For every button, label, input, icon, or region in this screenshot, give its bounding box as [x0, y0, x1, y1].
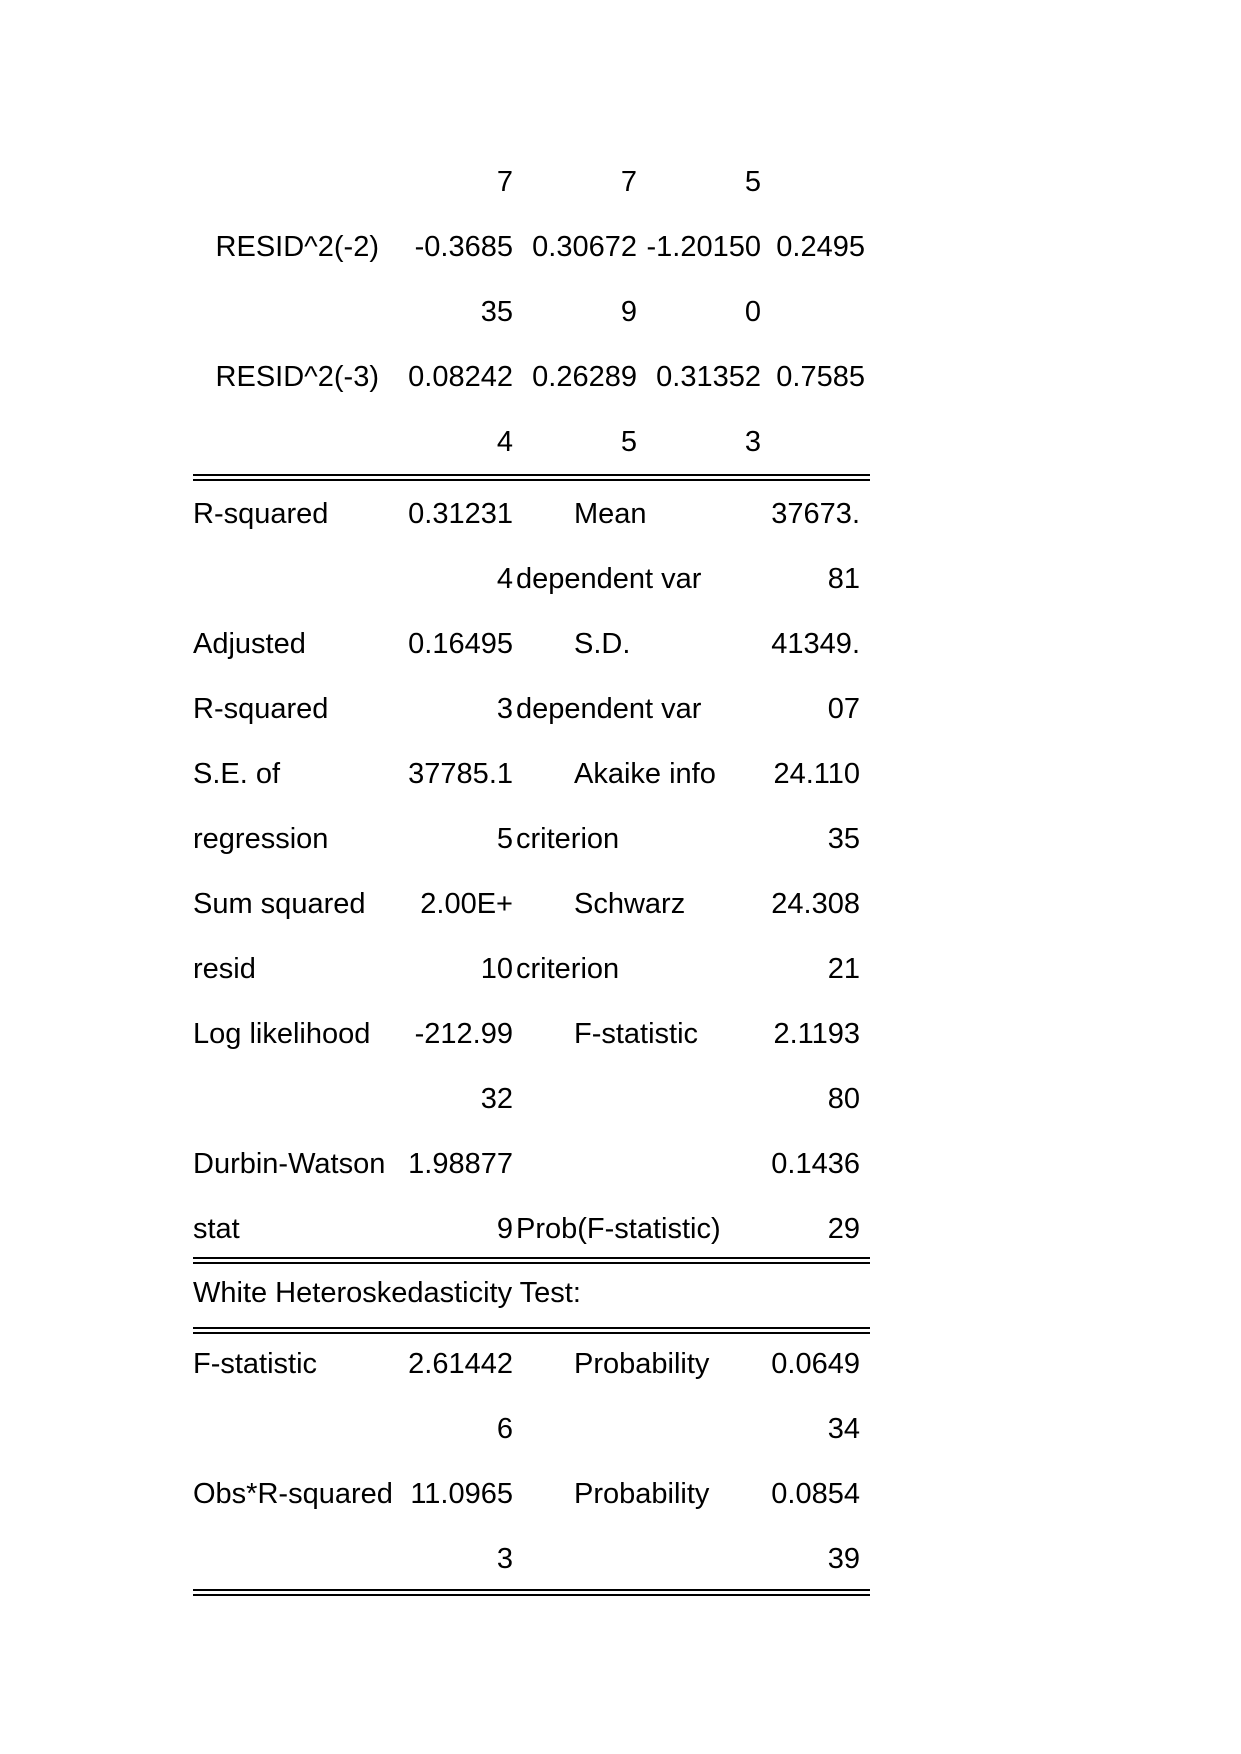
double-rule: [193, 474, 870, 476]
stat-label: regression: [193, 823, 329, 855]
stat-value: 10: [480, 953, 513, 985]
stat-value: 2.61442: [408, 1348, 513, 1380]
double-rule: [193, 1594, 870, 1596]
double-rule: [193, 1262, 870, 1264]
stat-label: Probability: [574, 1478, 710, 1510]
se-cell: 7: [620, 166, 637, 198]
stat-value: 07: [827, 693, 860, 725]
stat-label: R-squared: [193, 693, 329, 725]
stat-label: Log likelihood: [193, 1018, 371, 1050]
double-rule: [193, 1257, 870, 1259]
stat-value: 9: [496, 1213, 513, 1245]
stat-label: stat: [193, 1213, 240, 1245]
se-cell: 9: [620, 296, 637, 328]
stat-value: 0.0854: [771, 1478, 860, 1510]
double-rule: [193, 1327, 870, 1329]
stat-value: 1.98877: [408, 1148, 513, 1180]
prob-cell: 0.2495: [776, 231, 865, 263]
stat-value: 2.00E+: [420, 888, 513, 920]
stat-label: Durbin-Watson: [193, 1148, 386, 1180]
stat-label: criterion: [516, 823, 620, 855]
stat-value: -212.99: [414, 1018, 513, 1050]
stat-value: 39: [827, 1543, 860, 1575]
stat-value: 0.16495: [408, 628, 513, 660]
stat-value: 0.1436: [771, 1148, 860, 1180]
stat-label: S.E. of: [193, 758, 281, 790]
double-rule: [193, 1589, 870, 1591]
stat-value: 3: [496, 1543, 513, 1575]
stat-label: Akaike info: [574, 758, 716, 790]
coef-cell: 4: [496, 426, 513, 458]
se-cell: 0.30672: [532, 231, 637, 263]
stat-value: 29: [827, 1213, 860, 1245]
stat-label: F-statistic: [193, 1348, 318, 1380]
stat-label: criterion: [516, 953, 620, 985]
stat-value: 0.0649: [771, 1348, 860, 1380]
t-stat-cell: 0: [744, 296, 761, 328]
stat-value: 34: [827, 1413, 860, 1445]
coef-cell: 35: [480, 296, 513, 328]
stat-value: 24.110: [773, 758, 860, 790]
stat-value: 37673.: [771, 498, 860, 530]
stat-value: 35: [827, 823, 860, 855]
prob-cell: 0.7585: [776, 361, 865, 393]
t-stat-cell: 5: [744, 166, 761, 198]
stat-label: dependent var: [516, 563, 702, 595]
t-stat-cell: 0.31352: [656, 361, 761, 393]
stat-value: 0.31231: [408, 498, 513, 530]
stat-value: 2.1193: [773, 1018, 860, 1050]
stat-value: 41349.: [771, 628, 860, 660]
stat-label: Obs*R-squared: [193, 1478, 393, 1510]
stat-value: 3: [496, 693, 513, 725]
stat-label: F-statistic: [574, 1018, 699, 1050]
variable-label: RESID^2(-3): [215, 361, 379, 393]
stat-label: Mean: [574, 498, 647, 530]
stat-label: dependent var: [516, 693, 702, 725]
stat-label: Probability: [574, 1348, 710, 1380]
double-rule: [193, 1332, 870, 1334]
stat-value: 6: [496, 1413, 513, 1445]
coef-cell: 0.08242: [408, 361, 513, 393]
stat-value: 24.308: [771, 888, 860, 920]
t-stat-cell: -1.20150: [646, 231, 761, 263]
stat-value: 37785.1: [408, 758, 513, 790]
stat-label: Sum squared: [193, 888, 366, 920]
coef-cell: 7: [496, 166, 513, 198]
stat-value: 81: [827, 563, 860, 595]
variable-label: RESID^2(-2): [215, 231, 379, 263]
stat-value: 32: [480, 1083, 513, 1115]
stat-value: 11.0965: [410, 1478, 513, 1510]
stat-label: Schwarz: [574, 888, 686, 920]
stat-label: R-squared: [193, 498, 329, 530]
stat-label: Prob(F-statistic): [516, 1213, 721, 1245]
stat-label: resid: [193, 953, 256, 985]
t-stat-cell: 3: [744, 426, 761, 458]
se-cell: 0.26289: [532, 361, 637, 393]
double-rule: [193, 479, 870, 481]
coef-cell: -0.3685: [414, 231, 513, 263]
white-test-title: White Heteroskedasticity Test:: [193, 1277, 581, 1309]
stat-value: 4: [496, 563, 513, 595]
se-cell: 5: [620, 426, 637, 458]
stat-label: Adjusted: [193, 628, 306, 660]
stat-label: S.D.: [574, 628, 631, 660]
stat-value: 21: [827, 953, 860, 985]
stat-value: 80: [827, 1083, 860, 1115]
stat-value: 5: [496, 823, 513, 855]
